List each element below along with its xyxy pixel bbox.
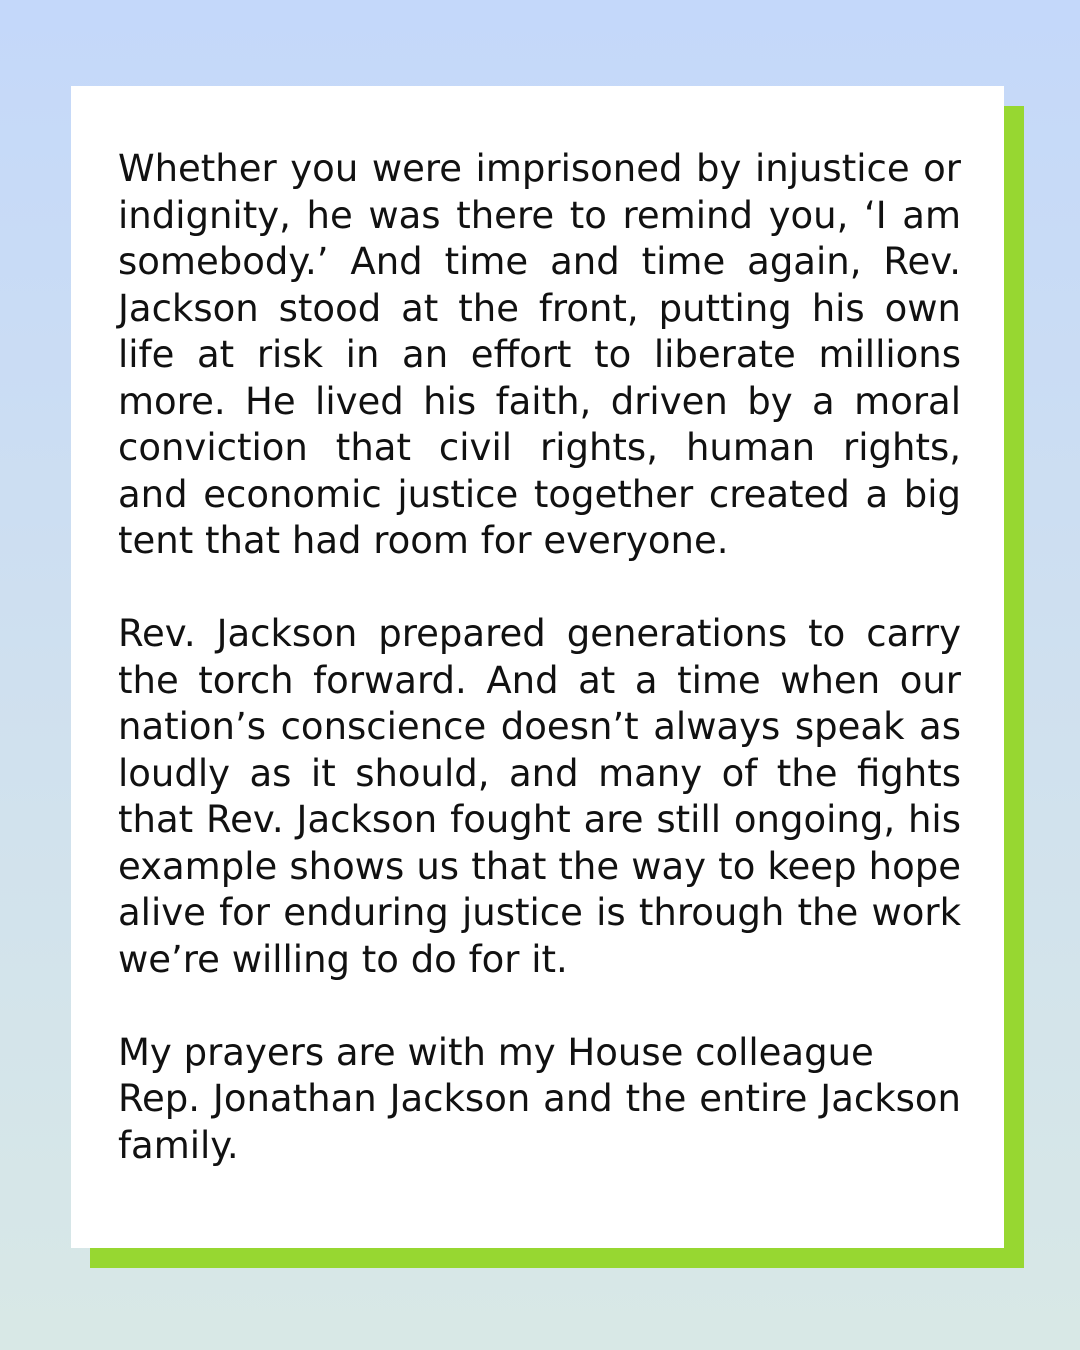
paragraph-3 [118, 1030, 961, 1170]
paragraph-3-line-2: Rep. Jonathan Jackson and the entire Jackson family. [118, 1077, 961, 1167]
statement-card [71, 86, 1004, 1248]
paragraph-3-line-1: My prayers are with my House colleague [118, 1030, 874, 1074]
paragraph-1: Whether you were imprisoned by injustice or indignity, he was there to remind you, ‘I am somebody.’ And time and time again, Rev. Jackson stood at the front, putting his own life at risk in an effort to liberate millions more. He lived his faith, driven by a moral conviction that civil rights, human rights, and economic justice together created a big tent that had room for everyone. [118, 147, 961, 562]
paragraph-2: Rev. Jackson prepared generations to carry the torch forward. And at a time when our nation’s conscience doesn’t always speak as loudly as it should, and many of the fights that Rev. Jackson fought are still ongoing, his example shows us that the way to keep hope alive for enduring justice is through the work we’re willing to do for it. [118, 612, 961, 981]
statement-text [118, 146, 961, 1169]
